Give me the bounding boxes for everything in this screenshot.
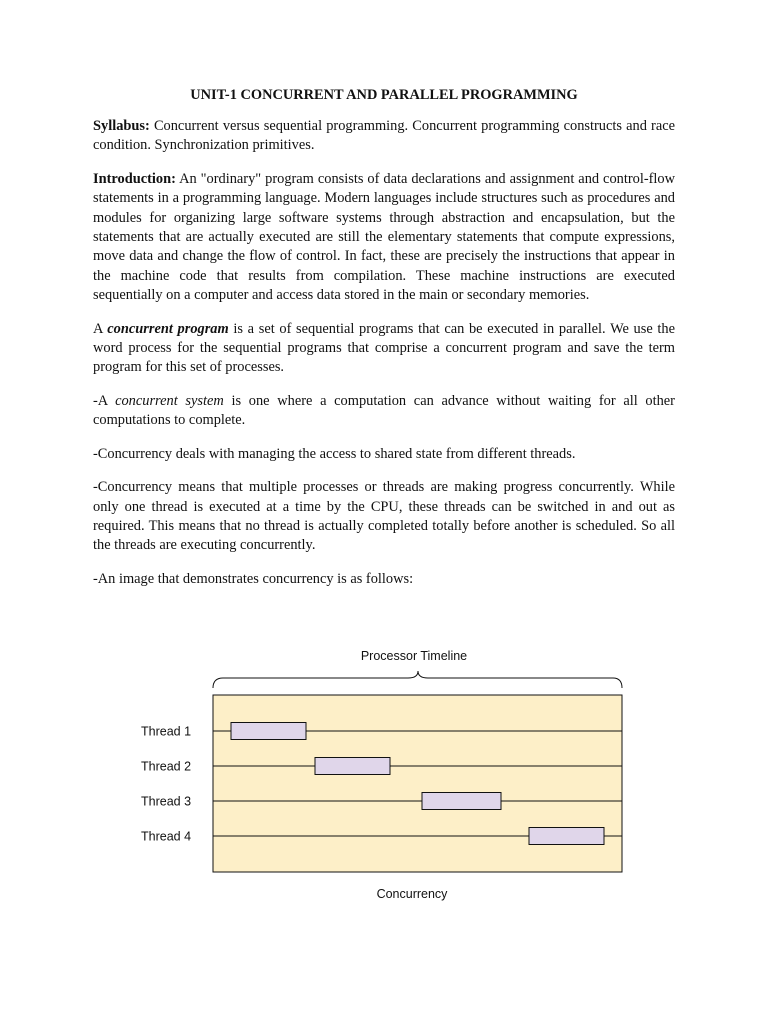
thread-execution-bar (529, 828, 604, 845)
concurrent-program-text: is a set of sequential programs that can be executed in parallel. We use the word process for the sequential programs that comprise a concurrent program and save the term program for this set of processes. (93, 320, 675, 376)
concurrent-program-prefix: A (93, 320, 108, 337)
concurrent-program-term: concurrent program (107, 320, 229, 337)
thread-execution-bar (231, 723, 306, 740)
diagram-caption: Concurrency (376, 887, 448, 901)
syllabus-paragraph (93, 117, 675, 156)
introduction-label: Introduction: (93, 170, 176, 187)
image-intro-paragraph: -An image that demonstrates concurrency is as follows: (93, 570, 414, 587)
document-title: UNIT-1 CONCURRENT AND PARALLEL PROGRAMMING (190, 87, 578, 103)
thread-label: Thread 3 (141, 794, 192, 809)
introduction-text: An "ordinary" program consists of data declarations and assignment and control-flow statements in a programming language. Modern languages include structures such as procedures and modules for organizing large software systems through abstraction and encapsulation, but the statements that are actually executed are still the elementary statements that compute expressions, move data and change the flow of control. In fact, these are precisely the instructions that appear in the machine code that results from compilation. These machine instructions are executed sequentially on a computer and access data stored in the main or secondary memories. (93, 170, 675, 304)
diagram-header: Processor Timeline (360, 649, 468, 663)
thread-execution-bar (315, 758, 390, 775)
concurrency-progress-paragraph: -Concurrency means that multiple processes or threads are making progress concurrently. While only one thread is executed at a time by the CPU, these threads can be switched in and out as required. This means that no thread is actually completed totally before another is scheduled. So all the threads are executing concurrently. (93, 479, 675, 554)
syllabus-label: Syllabus: (93, 118, 150, 134)
introduction-paragraph (93, 170, 675, 306)
thread-execution-bar (422, 793, 501, 810)
concurrent-program-paragraph (93, 320, 675, 378)
document-body (93, 86, 675, 603)
timeline-brace (213, 671, 622, 688)
thread-label: Thread 2 (141, 759, 192, 774)
shared-state-paragraph: -Concurrency deals with managing the access to shared state from different threads. (93, 445, 576, 462)
thread-label: Thread 1 (141, 724, 192, 739)
timeline-panel (213, 695, 622, 872)
concurrent-system-paragraph (93, 392, 675, 431)
syllabus-text: Concurrent versus sequential programming. Concurrent programming constructs and race condition. Synchronization primitives. (93, 118, 675, 154)
concurrent-system-text: is one where a computation can advance without waiting for all other computations to complete. (93, 392, 675, 429)
concurrent-system-term: concurrent system (115, 392, 224, 409)
concurrent-system-prefix: -A (93, 392, 116, 409)
thread-label: Thread 4 (141, 829, 192, 844)
